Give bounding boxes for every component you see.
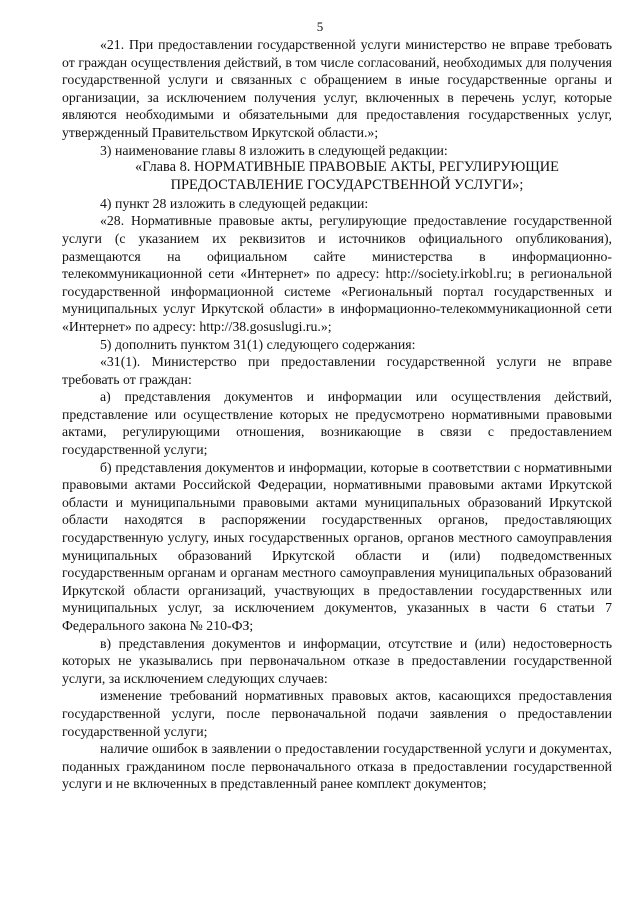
case-requirements-change: изменение требований нормативных правовых актов, касающихся предоставления государственной услуги, после первоначальной подачи заявления о предоставлении государственной услуги; (62, 688, 612, 739)
document-body (62, 36, 612, 793)
item-4-intro: 4) пункт 28 изложить в следующей редакции: (100, 195, 369, 211)
chapter-8-heading: «Глава 8. НОРМАТИВНЫЕ ПРАВОВЫЕ АКТЫ, РЕГУЛИРУЮЩИЕ ПРЕДОСТАВЛЕНИЕ ГОСУДАРСТВЕННОЙ УСЛУГИ»; (135, 159, 559, 193)
subitem-b: б) представления документов и информации, которые в соответствии с нормативными правовыми актами Российской Федерации, нормативными правовыми актами Иркутской области и муниципальными правовыми актами муниципальных образований Иркутской области находятся в распоряжении государственных органов, предоставляющих государственную услугу, иных государственных органов, органов местного самоуправления муниципальных образований Иркутской области и (или) подведомственных государственным органам и органам местного самоуправления муниципальных образований Иркутской области организаций, участвующих в предоставлении государственных или муниципальных услуг, за исключением документов, указанных в части 6 статьи 7 Федерального закона № 210-ФЗ; (62, 459, 612, 633)
paragraph-28: «28. Нормативные правовые акты, регулирующие предоставление государственной услуги (с указанием их реквизитов и источников официального опубликования), размещаются на официальном сайте министерства в информационно-телекоммуникационной сети «Интернет» по адресу: http://society.irkobl.ru; в региональной государственной информационной системе «Региональный портал государственных и муниципальных услуг Иркутской области» в информационно-телекоммуникационной сети «Интернет» по адресу: http://38.gosuslugi.ru.»; (62, 213, 612, 334)
item-5-intro: 5) дополнить пунктом 31(1) следующего содержания: (100, 336, 416, 352)
subitem-a: а) представления документов и информации или осуществления действий, представление или осуществление которых не предусмотрено нормативными правовыми актами, регулирующими отношения, возникающие в связи с предоставлением государственной услуги; (62, 389, 612, 458)
paragraph-21: «21. При предоставлении государственной услуги министерство не вправе требовать от граждан осуществления действий, в том числе согласований, необходимых для получения государственной услуги и связанных с обращением в иные государственные органы и организации, за исключением получения услуг, включенных в перечень услуг, которые являются необходимыми и обязательными для предоставления государственных услуг, утвержденный Правительством Иркутской области.»; (62, 37, 612, 140)
case-application-errors: наличие ошибок в заявлении о предоставлении государственной услуги и документах, поданных гражданином после первоначального отказа в предоставлении государственной услуги и не включенных в представленный ранее комплект документов; (62, 741, 612, 792)
paragraph-31-1: «31(1). Министерство при предоставлении государственной услуги не вправе требовать от граждан: (62, 354, 612, 387)
subitem-v: в) представления документов и информации, отсутствие и (или) недостоверность которых не указывались при первоначальном отказе в предоставлении государственной услуги, за исключением следующих случаев: (62, 635, 612, 686)
page-number: 5 (316, 19, 324, 34)
item-3-intro: 3) наименование главы 8 изложить в следующей редакции: (100, 142, 448, 158)
